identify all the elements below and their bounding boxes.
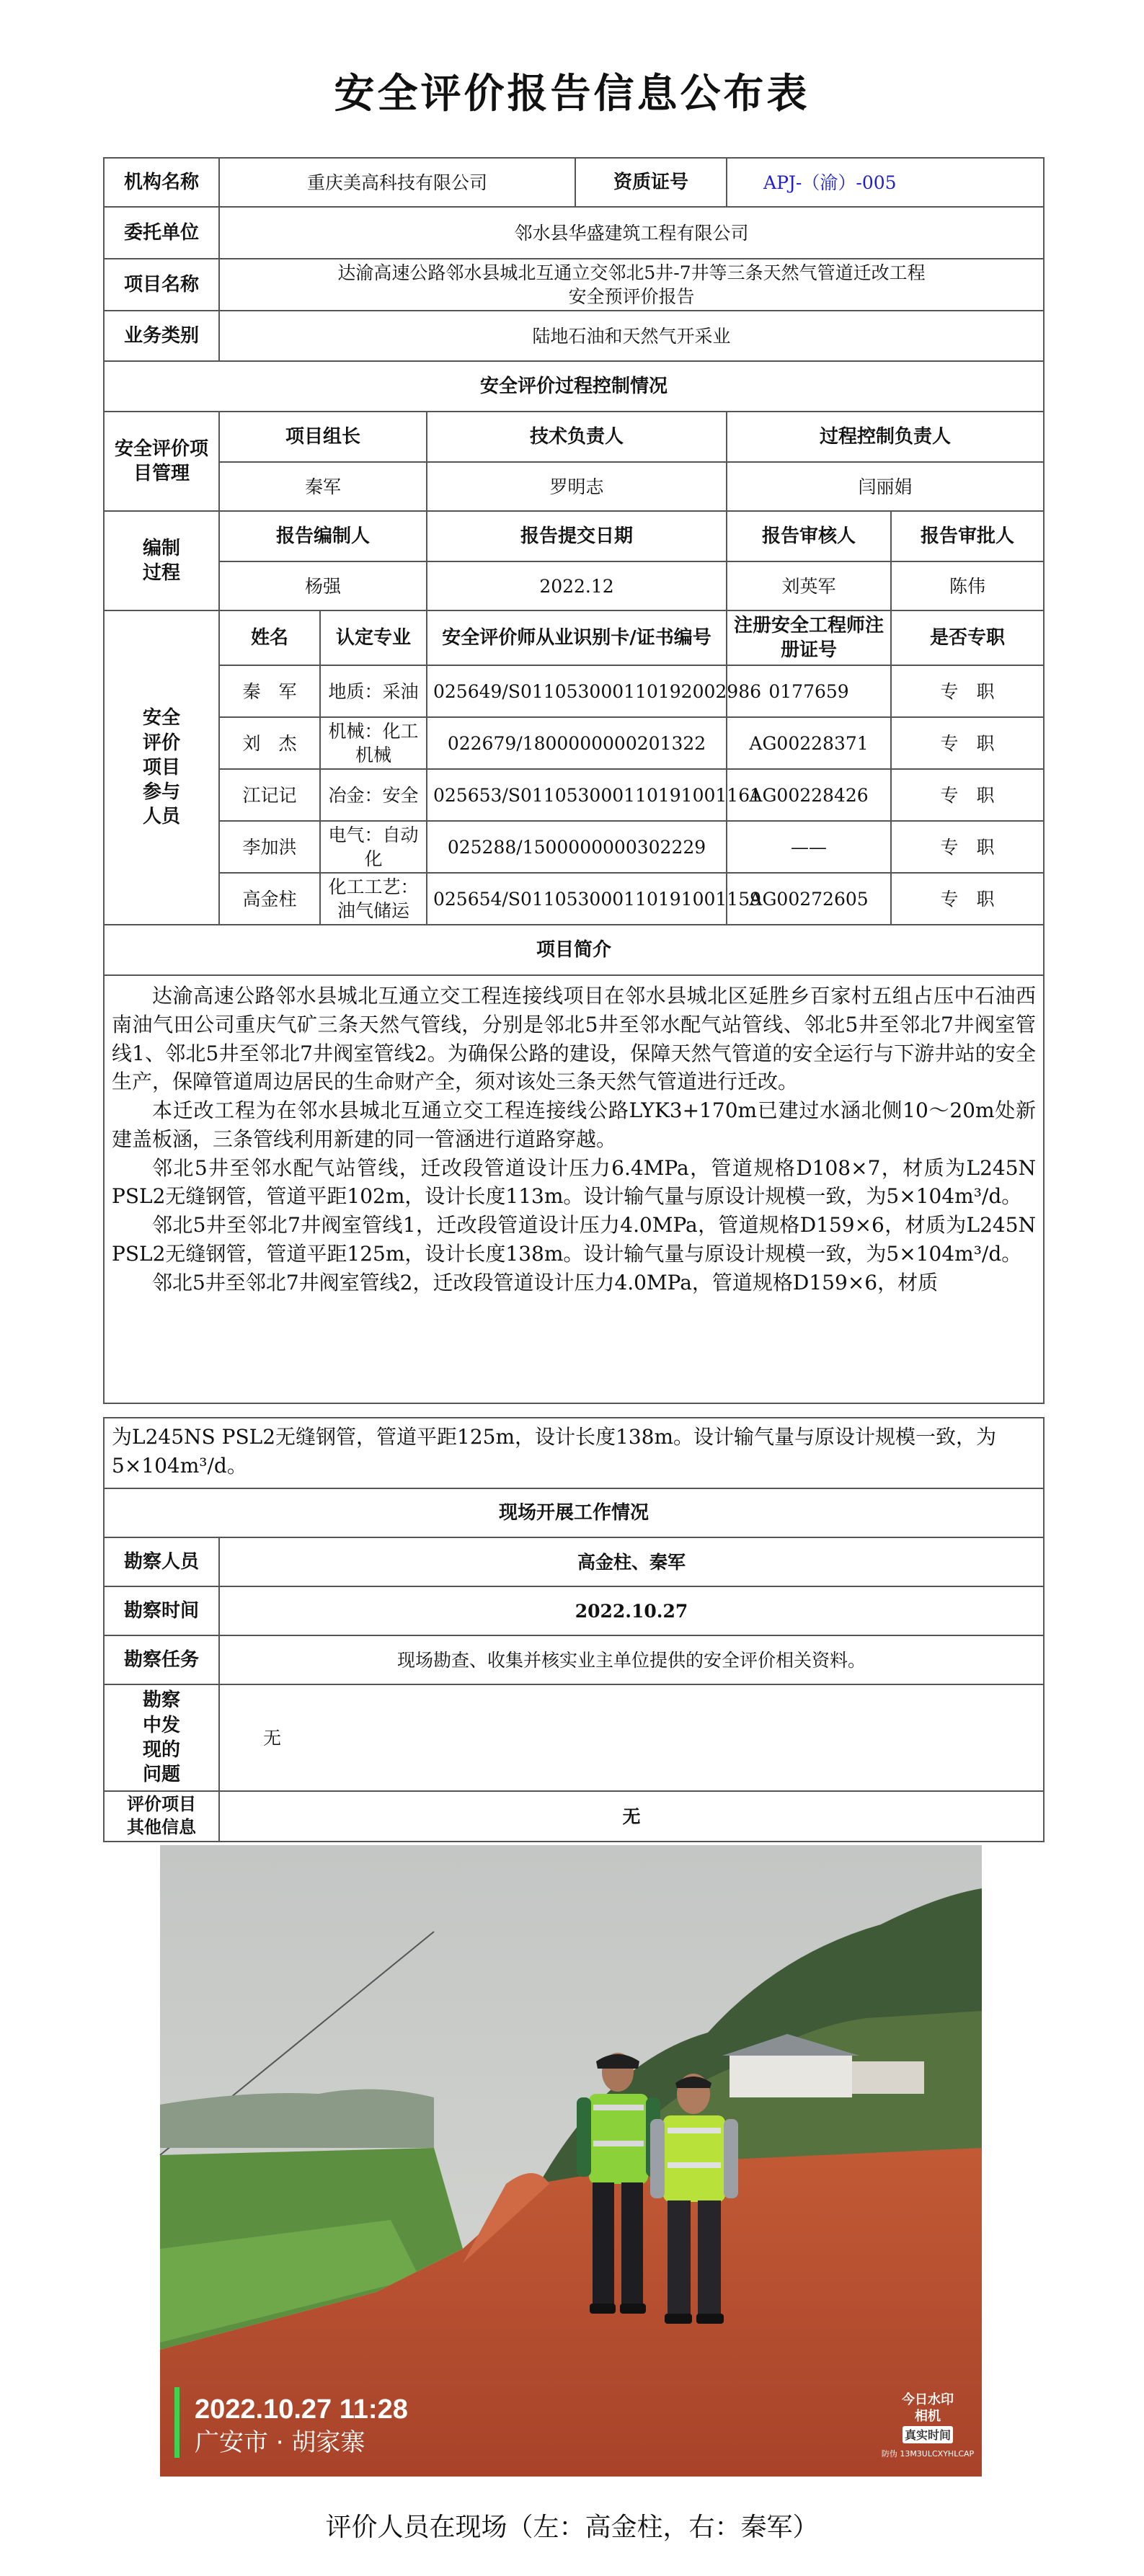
other-label: 评价项目其他信息 [104,1791,219,1842]
staff-fulltime: 专 职 [891,665,1044,717]
surveyors-label: 勘察人员 [104,1537,219,1586]
mgmt-value-control: 闫丽娟 [727,462,1044,511]
other-value: 无 [219,1791,1044,1842]
field-section-title: 现场开展工作情况 [104,1488,1044,1537]
staff-card: 025654/S011053000110191001159 [427,873,727,925]
cert-label: 资质证号 [575,158,727,207]
project-value [219,259,1044,311]
staff-fulltime: 专 职 [891,717,1044,769]
staff-name: 高金柱 [219,873,320,925]
biz-label: 业务类别 [104,311,219,361]
staff-card: 022679/1800000000201322 [427,717,727,769]
client-value: 邻水县华盛建筑工程有限公司 [219,207,1044,259]
staff-reg: AG00228371 [727,717,891,769]
intro-section-title: 项目简介 [104,925,1044,975]
photo-location: 广安市 · 胡家寨 [195,2428,365,2457]
staff-major: 机械：化工机械 [320,717,427,769]
staff-reg: AG00228426 [727,769,891,821]
intro-body [104,975,1044,1403]
mgmt-label: 安全评价项目管理 [104,412,219,511]
staff-fulltime: 专 职 [891,873,1044,925]
project-value-line2: 安全预评价报告 [568,286,695,307]
intro-paragraph: 邻北5井至邻北7井阀室管线1，迁改段管道设计压力4.0MPa，管道规格D159×6，材质为L245N PSL2无缝钢管，管道平距125m，设计长度138m。设计输气量与原设计规模一致，为5×104m³/d。 [112,1213,1037,1266]
site-photo [160,1845,982,2477]
staff-name: 李加洪 [219,821,320,873]
info-table-part1 [103,157,1045,1404]
intro-continuation: 为L245NS PSL2无缝钢管，管道平距125m，设计长度138m。设计输气量与原设计规模一致，为5×104m³/d。 [104,1418,1044,1488]
compile-header-reviewer: 报告审核人 [727,511,891,561]
client-label: 委托单位 [104,207,219,259]
staff-fulltime: 专 职 [891,769,1044,821]
staff-header-major: 认定专业 [320,610,427,665]
org-label: 机构名称 [104,158,219,207]
staff-major: 化工工艺：油气储运 [320,873,427,925]
compile-header-author: 报告编制人 [219,511,427,561]
mgmt-value-tech: 罗明志 [427,462,727,511]
building [730,2054,852,2097]
watermark-line3: 真实时间 [904,2428,952,2442]
staff-major: 冶金：安全 [320,769,427,821]
info-table-part2 [103,1417,1045,1842]
staff-name: 刘 杰 [219,717,320,769]
biz-value: 陆地石油和天然气开采业 [219,311,1044,361]
staff-card: 025649/S011053000110192002986 [427,665,727,717]
staff-row [104,873,1044,925]
staff-row [104,821,1044,873]
staff-name: 秦 军 [219,665,320,717]
time-label: 勘察时间 [104,1586,219,1635]
staff-label: 安全评价项目参与人员 [104,610,219,925]
time-value: 2022.10.27 [219,1586,1044,1635]
photo-timestamp: 2022.10.27 11:28 [195,2394,408,2425]
staff-name: 江记记 [219,769,320,821]
surveyors-value: 高金柱、秦军 [219,1537,1044,1586]
building [852,2061,924,2094]
staff-reg: 0177659 [727,665,891,717]
task-value: 现场勘查、收集并核实业主单位提供的安全评价相关资料。 [219,1635,1044,1684]
watermark-code: 防伪 13M3ULCXYHLCAP [881,2449,975,2459]
staff-row [104,665,1044,717]
issues-value: 无 [219,1684,1044,1791]
issues-label: 勘察中发现的问题 [104,1684,219,1791]
task-label: 勘察任务 [104,1635,219,1684]
project-value-line1: 达渝高速公路邻水县城北互通立交邻北5井-7井等三条天然气管道迁改工程 [337,262,926,283]
timestamp-bar [174,2387,179,2458]
staff-reg: —— [727,821,891,873]
compile-value-author: 杨强 [219,561,427,610]
staff-row [104,769,1044,821]
staff-fulltime: 专 职 [891,821,1044,873]
compile-header-approver: 报告审批人 [891,511,1044,561]
staff-major: 电气：自动化 [320,821,427,873]
page-title: 安全评价报告信息公布表 [334,71,810,117]
staff-major: 地质：采油 [320,665,427,717]
compile-value-date: 2022.12 [427,561,727,610]
staff-header-card: 安全评价师从业识别卡/证书编号 [427,610,727,665]
compile-label: 编制过程 [104,511,219,610]
staff-header-reg: 注册安全工程师注册证号 [727,610,891,665]
watermark-line1: 今日水印 [902,2392,954,2407]
org-value: 重庆美高科技有限公司 [219,158,575,207]
intro-paragraph: 邻北5井至邻水配气站管线，迁改段管道设计压力6.4MPa，管道规格D108×7，材质为L245N PSL2无缝钢管，管道平距102m，设计长度113m。设计输气量与原设计规模一致，为5×104m³/d。 [112,1155,1037,1209]
intro-paragraph: 邻北5井至邻北7井阀室管线2，迁改段管道设计压力4.0MPa，管道规格D159×6，材质 [152,1270,939,1294]
process-section-title: 安全评价过程控制情况 [104,361,1044,412]
staff-header-fulltime: 是否专职 [891,610,1044,665]
staff-card: 025653/S011053000110191001161 [427,769,727,821]
project-label: 项目名称 [104,259,219,311]
intro-paragraph: 达渝高速公路邻水县城北互通立交工程连接线项目在邻水县城北区延胜乡百家村五组占压中石油西南油气田公司重庆气矿三条天然气管线，分别是邻北5井至邻水配气站管线、邻北5井至邻北7井阀室管线1、邻北5井至邻北7井阀室管线2。为确保公路的建设，保障天然气管道的安全运行与下游井站的安全生产，保障管道周边居民的生命财产全，须对该处三条天然气管道进行迁改。 [112,984,1037,1094]
site-photo-scene [160,1845,982,2477]
mgmt-header-tech: 技术负责人 [427,412,727,462]
compile-value-reviewer: 刘英军 [727,561,891,610]
cert-value: APJ-（渝）-005 [727,158,1044,207]
staff-row [104,717,1044,769]
staff-reg: AG00272605 [727,873,891,925]
mgmt-value-leader: 秦军 [219,462,427,511]
intro-paragraph: 本迁改工程为在邻水县城北互通立交工程连接线公路LYK3+170m已建过水涵北侧10～20m处新建盖板涵，三条管线利用新建的同一管涵进行道路穿越。 [112,1098,1037,1151]
mgmt-header-leader: 项目组长 [219,412,427,462]
watermark-line2: 相机 [915,2409,941,2424]
photo-caption: 评价人员在现场（左：高金柱，右：秦军） [325,2513,819,2542]
compile-header-date: 报告提交日期 [427,511,727,561]
compile-value-approver: 陈伟 [891,561,1044,610]
mgmt-header-control: 过程控制负责人 [727,412,1044,462]
staff-header-name: 姓名 [219,610,320,665]
staff-card: 025288/1500000000302229 [427,821,727,873]
